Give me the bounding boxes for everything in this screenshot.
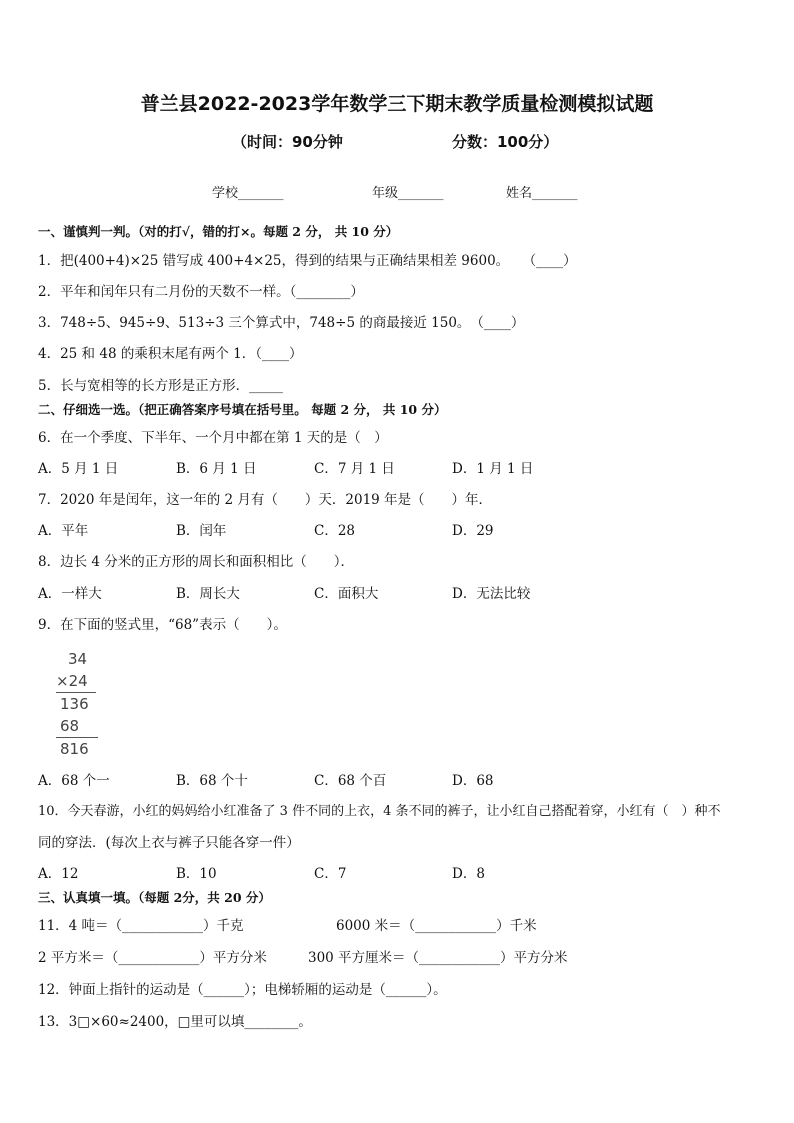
vertical-multiplication: [56, 648, 106, 760]
section-heading-1: 一、谨慎判一判。（对的打√，错的打×。每题 2 分， 共 10 分）: [38, 224, 399, 239]
exam-score: 分数：100分）: [452, 133, 559, 151]
q6-option-a: A．5 月 1 日: [38, 461, 119, 477]
name-field: 姓名_______: [506, 186, 578, 201]
q7-option-d: D．29: [452, 523, 494, 539]
question-2: 2．平年和闰年只有二月份的天数不一样。（________）: [38, 284, 364, 300]
question-11-part-d: 300 平方厘米＝（____________）平方分米: [308, 950, 568, 966]
question-9: 9．在下面的竖式里，“68”表示（ ）。: [38, 617, 287, 633]
question-1: 1．把(400+4)×25 错写成 400+4×25，得到的结果与正确结果相差 9600。 （____）: [38, 253, 577, 269]
q6-option-c: C．7 月 1 日: [314, 461, 395, 477]
question-11-part-a: 11．4 吨＝（____________）千克: [38, 918, 244, 934]
q6-option-d: D．1 月 1 日: [452, 461, 534, 477]
q9-option-a: A．68 个一: [38, 773, 110, 789]
calc-partial-1: 136: [60, 695, 89, 713]
question-11-part-c: 2 平方米＝（____________）平方分米: [38, 950, 267, 966]
question-5: 5．长与宽相等的长方形是正方形．_____: [38, 378, 283, 394]
q8-option-c: C．面积大: [314, 586, 379, 602]
q6-option-b: B．6 月 1 日: [176, 461, 257, 477]
question-7: 7．2020 年是闰年，这一年的 2 月有（ ）天．2019 年是（ ）年．: [38, 492, 493, 508]
question-12: 12．钟面上指针的运动是（______）；电梯轿厢的运动是（______）。: [38, 982, 447, 998]
question-8: 8．边长 4 分米的正方形的周长和面积相比（ ）．: [38, 554, 355, 570]
question-10-line-1: 10．今天春游，小红的妈妈给小红准备了 3 件不同的上衣，4 条不同的裤子，让小红自己搭配着穿，小红有（ ）种不: [38, 804, 721, 819]
section-heading-2: 二、仔细选一选。（把正确答案序号填在括号里。 每题 2 分， 共 10 分）: [38, 402, 447, 417]
q10-option-c: C．7: [314, 866, 347, 882]
page-title: 普兰县2022-2023学年数学三下期末教学质量检测模拟试题: [140, 93, 654, 115]
section-heading-3: 三、认真填一填。（每题 2分，共 20 分）: [38, 890, 271, 905]
question-3: 3．748÷5、945÷9、513÷3 三个算式中，748÷5 的商最接近 150。 （____）: [38, 315, 525, 331]
q9-option-c: C．68 个百: [314, 773, 387, 789]
q9-option-b: B．68 个十: [176, 773, 248, 789]
calc-multiplier: ×24: [56, 670, 96, 693]
q7-option-a: A．平年: [38, 523, 89, 539]
question-4: 4．25 和 48 的乘积末尾有两个 1．（____）: [38, 346, 303, 362]
q10-option-a: A．12: [38, 866, 79, 882]
grade-field: 年级_______: [372, 186, 444, 201]
q9-option-d: D．68: [452, 773, 494, 789]
calc-result: 816: [60, 740, 89, 758]
exam-time: （时间：90分钟: [232, 133, 343, 151]
q7-option-b: B．闰年: [176, 523, 227, 539]
q10-option-b: B．10: [176, 866, 217, 882]
q7-option-c: C．28: [314, 523, 356, 539]
question-11-part-b: 6000 米＝（____________）千米: [336, 918, 537, 934]
question-10-line-2: 同的穿法．(每次上衣与裤子只能各穿一件）: [38, 835, 300, 851]
school-field: 学校_______: [212, 186, 284, 201]
calc-multiplicand: 34: [68, 650, 88, 668]
question-13: 13．3□×60≈2400，□里可以填________。: [38, 1014, 312, 1030]
q10-option-d: D．8: [452, 866, 485, 882]
q8-option-b: B．周长大: [176, 586, 240, 602]
q8-option-a: A．一样大: [38, 586, 102, 602]
calc-partial-2: 68: [56, 715, 98, 738]
question-6: 6．在一个季度、下半年、一个月中都在第 1 天的是（ ）: [38, 430, 388, 446]
q8-option-d: D．无法比较: [452, 586, 531, 602]
